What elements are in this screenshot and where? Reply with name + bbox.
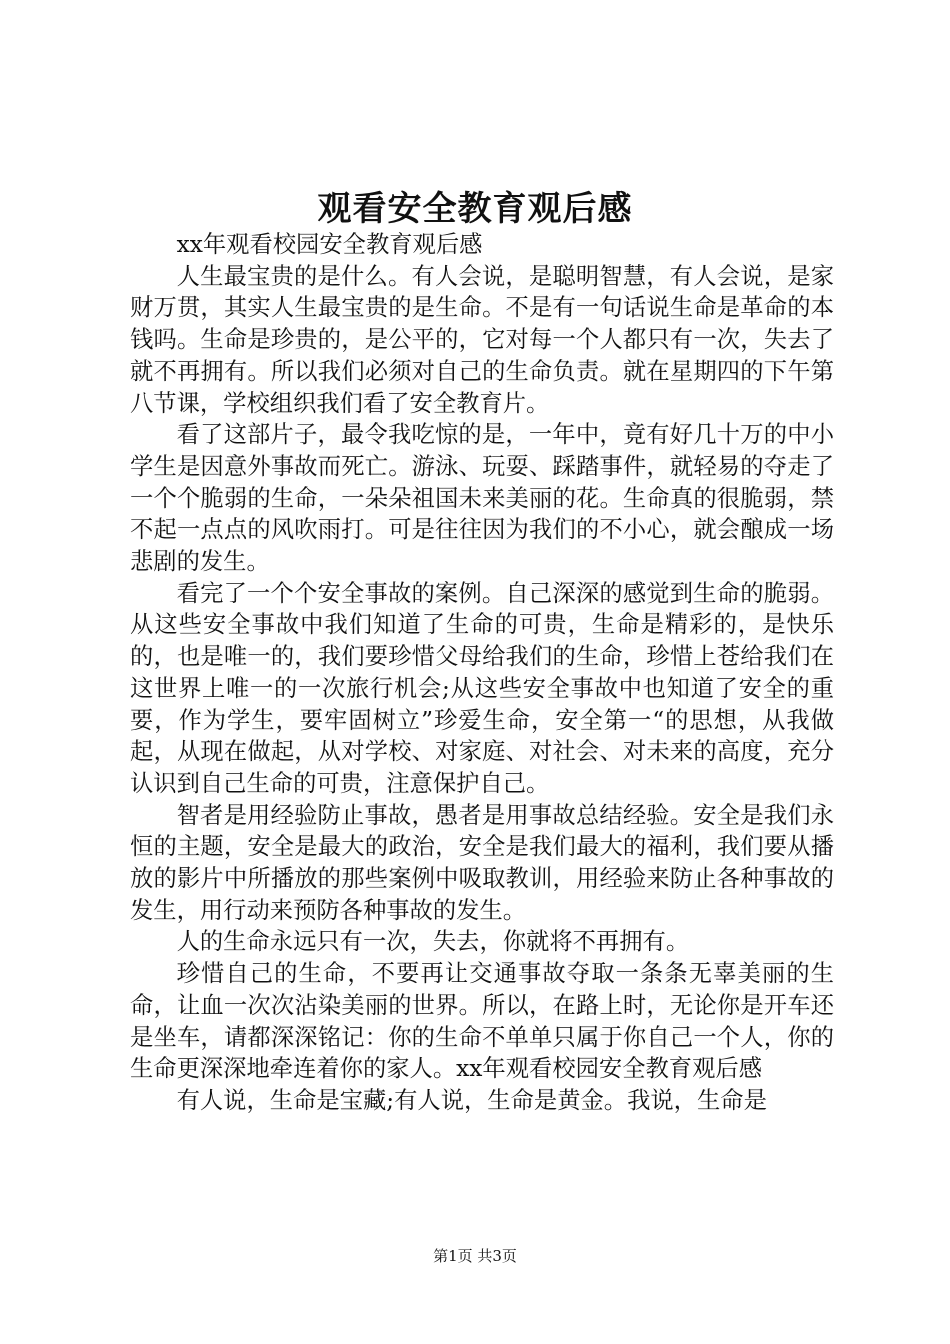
body-paragraph: 看了这部片子，最令我吃惊的是，一年中，竟有好几十万的中小学生是因意外事故而死亡。游泳、玩耍、踩踏事件，就轻易的夺走了一个个脆弱的生命，一朵朵祖国未来美丽的花。生命真的很脆弱，禁不起一点点的风吹雨打。可是往往因为我们的不小心，就会酿成一场悲剧的发生。	[130, 421, 834, 576]
body-paragraph: 人生最宝贵的是什么。有人会说，是聪明智慧，有人会说，是家财万贯，其实人生最宝贵的是生命。不是有一句话说生命是革命的本钱吗。生命是珍贵的，是公平的，它对每一个人都只有一次，失去了就不再拥有。所以我们必须对自己的生命负责。就在星期四的下午第八节课，学校组织我们看了安全教育片。	[130, 262, 834, 417]
subtitle-paragraph: xx年观看校园安全教育观后感	[176, 231, 483, 258]
page-number-footer: 第1页 共3页	[433, 1247, 517, 1265]
body-paragraph: 智者是用经验防止事故，愚者是用事故总结经验。安全是我们永恒的主题，安全是最大的政治，安全是我们最大的福利，我们要从播放的影片中所播放的那些案例中吸取教训，用经验来防止各种事故的发生，用行动来预防各种事故的发生。	[130, 801, 834, 924]
document-body	[130, 229, 834, 1117]
body-paragraph: 人的生命永远只有一次，失去，你就将不再拥有。	[176, 928, 690, 956]
body-paragraph: 有人说，生命是宝藏;有人说，生命是黄金。我说，生命是	[176, 1086, 767, 1114]
page-title: 观看安全教育观后感	[317, 189, 633, 229]
body-paragraph: 看完了一个个安全事故的案例。自己深深的感觉到生命的脆弱。从这些安全事故中我们知道了生命的可贵，生命是精彩的，是快乐的，也是唯一的，我们要珍惜父母给我们的生命，珍惜上苍给我们在这世界上唯一的一次旅行机会;从这些安全事故中也知道了安全的重要，作为学生，要牢固树立”珍爱生命，安全第一“的思想，从我做起，从现在做起，从对学校、对家庭、对社会、对未来的高度，充分认识到自己生命的可贵，注意保护自己。	[130, 579, 834, 797]
body-paragraph: 珍惜自己的生命，不要再让交通事故夺取一条条无辜美丽的生命，让血一次次沾染美丽的世界。所以，在路上时，无论你是开车还是坐车，请都深深铭记：你的生命不单单只属于你自己一个人，你的生命更深深地牵连着你的家人。xx年观看校园安全教育观后感	[130, 960, 834, 1083]
